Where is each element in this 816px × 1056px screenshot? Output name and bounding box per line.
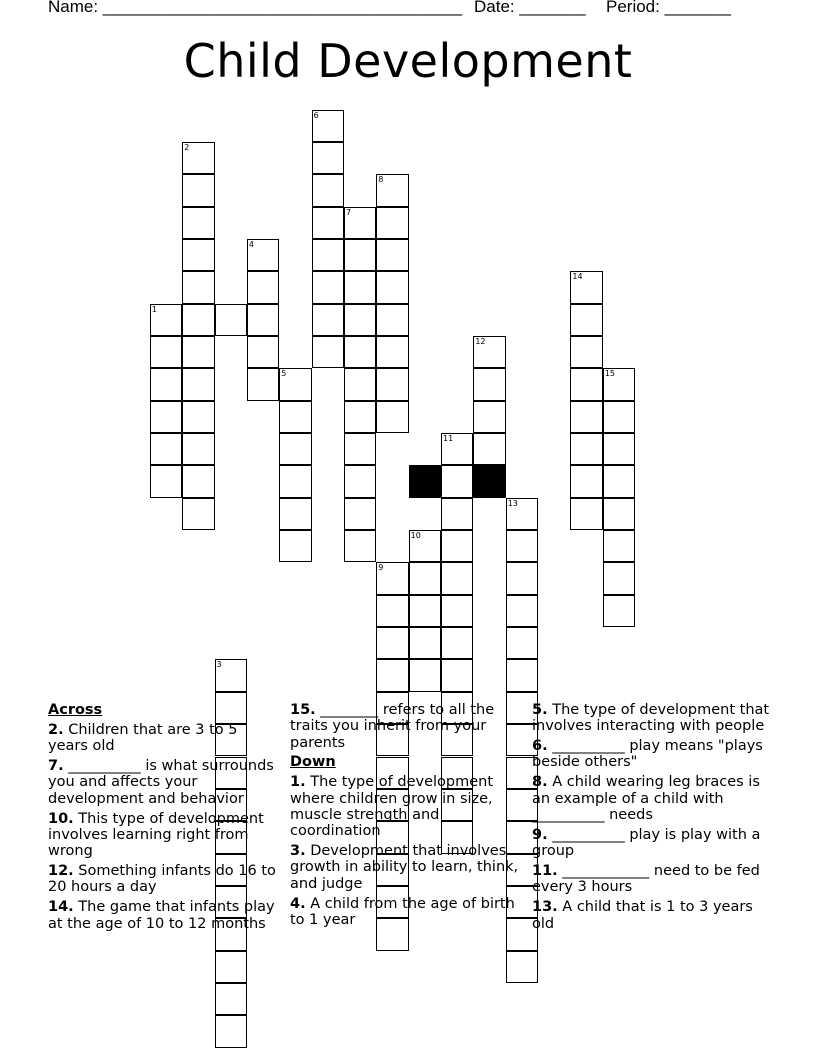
crossword-black-cell <box>473 465 505 497</box>
crossword-cell[interactable] <box>603 401 635 433</box>
crossword-cell[interactable] <box>570 401 602 433</box>
crossword-cell[interactable] <box>312 304 344 336</box>
clue-number: 11 <box>443 434 454 443</box>
crossword-cell[interactable] <box>570 304 602 336</box>
crossword-cell[interactable] <box>409 530 441 562</box>
crossword-cell[interactable] <box>570 433 602 465</box>
crossword-cell[interactable] <box>603 530 635 562</box>
crossword-cell[interactable] <box>441 530 473 562</box>
crossword-cell[interactable] <box>473 336 505 368</box>
crossword-cell[interactable] <box>279 368 311 400</box>
crossword-cell[interactable] <box>473 401 505 433</box>
crossword-cell[interactable] <box>312 239 344 271</box>
crossword-cell[interactable] <box>506 562 538 594</box>
crossword-cell[interactable] <box>603 595 635 627</box>
crossword-cell[interactable] <box>506 659 538 691</box>
down-clue-3: 3. Development that involves growth in ability to learn, think, and judge <box>290 843 519 892</box>
crossword-cell[interactable] <box>376 562 408 594</box>
crossword-black-cell <box>409 465 441 497</box>
down-heading: Down <box>290 754 336 771</box>
crossword-cell[interactable] <box>150 433 182 465</box>
crossword-cell[interactable] <box>409 627 441 659</box>
crossword-cell[interactable] <box>182 465 214 497</box>
crossword-cell[interactable] <box>150 465 182 497</box>
clue-number: 8 <box>378 175 384 185</box>
crossword-cell[interactable] <box>279 465 311 497</box>
crossword-cell[interactable] <box>182 401 214 433</box>
crossword-cell[interactable] <box>150 368 182 400</box>
clue-number: 10 <box>410 531 421 541</box>
crossword-cell[interactable] <box>376 627 408 659</box>
crossword-cell[interactable] <box>279 530 311 562</box>
crossword-cell[interactable] <box>247 304 279 336</box>
crossword-cell[interactable] <box>182 271 214 303</box>
page-title: Child Development <box>183 34 633 88</box>
crossword-cell[interactable] <box>441 659 473 691</box>
across-clue-10: 10. This type of development involves learning right from wrong <box>48 810 264 860</box>
crossword-cell[interactable] <box>441 627 473 659</box>
crossword-cell[interactable] <box>150 304 182 336</box>
down-clue-6: 6. __________ play means "plays beside others" <box>532 738 763 771</box>
crossword-cell[interactable] <box>376 271 408 303</box>
crossword-cell[interactable] <box>344 401 376 433</box>
crossword-cell[interactable] <box>376 304 408 336</box>
clue-number: 14 <box>572 272 583 282</box>
crossword-cell[interactable] <box>182 336 214 368</box>
across-clue-12: 12. Something infants do 16 to 20 hours a day <box>48 863 276 896</box>
clue-number: 13 <box>507 498 518 508</box>
crossword-cell[interactable] <box>247 239 279 271</box>
crossword-cell[interactable] <box>376 336 408 368</box>
name-field[interactable]: Name: ______________________________________ <box>48 0 463 16</box>
across-clue-15: 15. ________ refers to all the traits you inherit from your parents <box>290 702 495 751</box>
across-clue-14: 14. The game that infants play at the age of 10 to 12 months <box>48 899 275 932</box>
crossword-cell[interactable] <box>247 368 279 400</box>
crossword-cell[interactable] <box>376 659 408 691</box>
crossword-cell[interactable] <box>376 368 408 400</box>
crossword-cell[interactable] <box>279 433 311 465</box>
crossword-cell[interactable] <box>506 530 538 562</box>
crossword-cell[interactable] <box>441 433 473 465</box>
crossword-cell[interactable] <box>376 239 408 271</box>
down-clue-5: 5. The type of development that involves interacting with people <box>532 702 770 735</box>
clue-number: 12 <box>475 336 486 346</box>
across-clue-7: 7. __________ is what surrounds you and affects your development and behavior <box>48 758 274 807</box>
crossword-cell[interactable] <box>215 304 247 336</box>
clue-number: 3 <box>216 660 222 670</box>
crossword-cell[interactable] <box>344 530 376 562</box>
crossword-cell[interactable] <box>570 498 602 530</box>
crossword-cell[interactable] <box>506 951 538 983</box>
crossword-cell[interactable] <box>344 368 376 400</box>
crossword-cell[interactable] <box>344 336 376 368</box>
crossword-cell[interactable] <box>570 368 602 400</box>
across-heading: Across <box>48 702 103 718</box>
crossword-cell[interactable] <box>312 142 344 174</box>
crossword-cell[interactable] <box>182 304 214 336</box>
crossword-cell[interactable] <box>247 336 279 368</box>
down-clue-11: 11. ____________ need to be fed every 3 hours <box>532 863 760 896</box>
crossword-cell[interactable] <box>441 595 473 627</box>
crossword-cell[interactable] <box>473 368 505 400</box>
crossword-cell[interactable] <box>570 271 602 303</box>
down-clue-8: 8. A child wearing leg braces is an example of a child with __________ needs <box>532 774 760 823</box>
crossword-cell[interactable] <box>603 433 635 465</box>
crossword-cell[interactable] <box>376 401 408 433</box>
crossword-cell[interactable] <box>506 498 538 530</box>
clue-number: 9 <box>378 563 384 573</box>
clue-number: 7 <box>345 207 352 217</box>
crossword-cell[interactable] <box>344 433 376 465</box>
crossword-cell[interactable] <box>215 951 247 983</box>
clue-number: 1 <box>151 304 157 314</box>
crossword-cell[interactable] <box>182 174 214 206</box>
clues-column-1 <box>48 702 280 935</box>
crossword-cell[interactable] <box>312 271 344 303</box>
crossword-cell[interactable] <box>182 433 214 465</box>
crossword-cell[interactable] <box>603 498 635 530</box>
crossword-cell[interactable] <box>376 174 408 206</box>
crossword-cell[interactable] <box>312 207 344 239</box>
crossword-cell[interactable] <box>603 368 635 400</box>
clue-number: 6 <box>313 110 319 120</box>
period-field[interactable]: Period: _______ <box>606 0 731 16</box>
crossword-cell[interactable] <box>279 401 311 433</box>
crossword-cell[interactable] <box>312 110 344 142</box>
crossword-cell[interactable] <box>215 983 247 1015</box>
crossword-cell[interactable] <box>603 562 635 594</box>
crossword-cell[interactable] <box>344 271 376 303</box>
crossword-cell[interactable] <box>570 336 602 368</box>
across-clue-2: 2. Children that are 3 to 5 years old <box>48 721 238 755</box>
crossword-cell[interactable] <box>150 401 182 433</box>
down-clue-9: 9. __________ play is play with a group <box>532 826 761 860</box>
crossword-cell[interactable] <box>279 498 311 530</box>
crossword-cell[interactable] <box>344 304 376 336</box>
clues-column-3 <box>532 702 770 935</box>
crossword-cell[interactable] <box>441 465 473 497</box>
crossword-cell[interactable] <box>215 1015 247 1047</box>
crossword-cell[interactable] <box>182 239 214 271</box>
crossword-cell[interactable] <box>344 465 376 497</box>
crossword-cell[interactable] <box>473 433 505 465</box>
down-clue-4: 4. A child from the age of birth to 1 year <box>290 895 515 928</box>
clue-number: 4 <box>248 239 254 249</box>
crossword-cell[interactable] <box>376 207 408 239</box>
crossword-cell[interactable] <box>182 142 214 174</box>
crossword-cell[interactable] <box>182 498 214 530</box>
crossword-cell[interactable] <box>312 336 344 368</box>
down-clue-1: 1. The type of development where children grow in size, muscle strength and coordination <box>290 774 494 840</box>
crossword-cell[interactable] <box>344 498 376 530</box>
down-clue-13: 13. A child that is 1 to 3 years old <box>532 899 753 932</box>
crossword-cell[interactable] <box>570 465 602 497</box>
crossword-cell[interactable] <box>344 239 376 271</box>
crossword-cell[interactable] <box>409 562 441 594</box>
crossword-cell[interactable] <box>312 174 344 206</box>
crossword-cell[interactable] <box>409 659 441 691</box>
date-field[interactable]: Date: _______ <box>474 0 586 16</box>
clues-column-2 <box>290 702 520 932</box>
crossword-cell[interactable] <box>376 595 408 627</box>
crossword-cell[interactable] <box>441 562 473 594</box>
clue-number: 2 <box>184 142 190 152</box>
crossword-cell[interactable] <box>441 498 473 530</box>
crossword-cell[interactable] <box>247 271 279 303</box>
clue-number: 5 <box>281 369 287 379</box>
crossword-cell[interactable] <box>344 207 376 239</box>
crossword-cell[interactable] <box>182 207 214 239</box>
crossword-cell[interactable] <box>506 595 538 627</box>
crossword-cell[interactable] <box>215 659 247 691</box>
crossword-cell[interactable] <box>506 627 538 659</box>
crossword-cell[interactable] <box>182 368 214 400</box>
clue-number: 15 <box>604 369 615 379</box>
crossword-cell[interactable] <box>150 336 182 368</box>
crossword-cell[interactable] <box>409 595 441 627</box>
crossword-cell[interactable] <box>603 465 635 497</box>
